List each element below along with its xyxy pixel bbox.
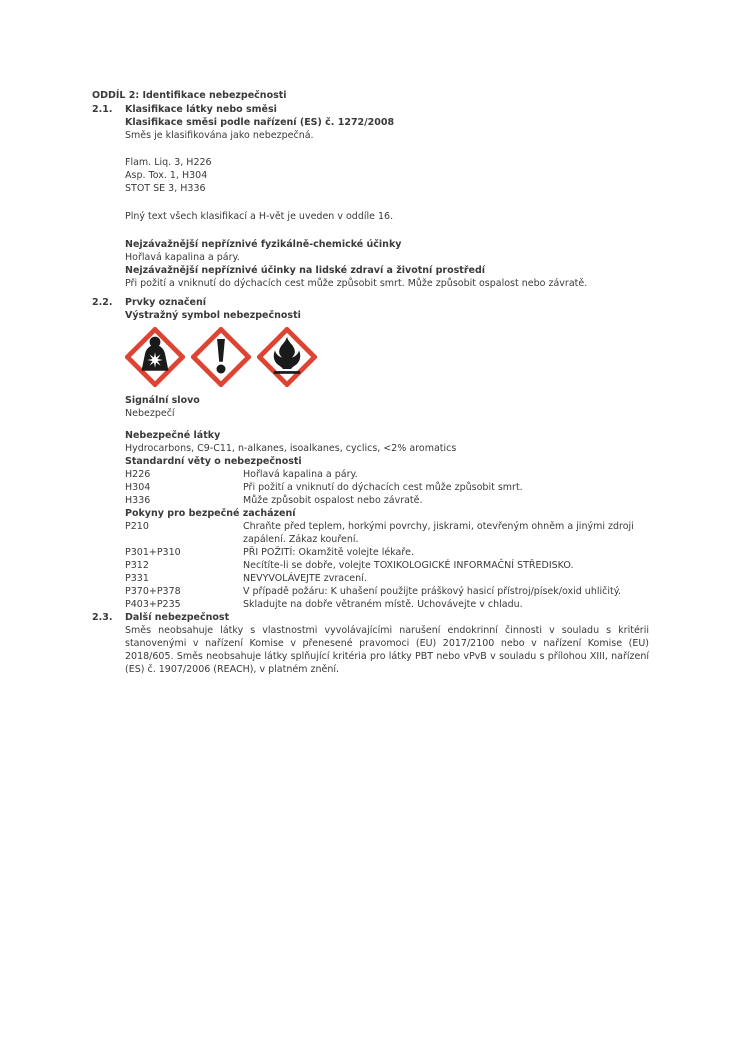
signal-word: Nebezpečí bbox=[125, 408, 175, 419]
section-2-2 bbox=[92, 296, 649, 611]
h-statement-row bbox=[125, 468, 649, 481]
h-statement-row bbox=[125, 481, 649, 494]
h-code: H226 bbox=[125, 469, 151, 480]
p-statement-row bbox=[125, 585, 649, 598]
section-2-3-heading: Další nebezpečnost bbox=[125, 612, 230, 623]
h-statements-heading: Standardní věty o nebezpečnosti bbox=[125, 456, 302, 467]
section-title: ODDÍL 2: Identifikace nebezpečnosti bbox=[92, 90, 287, 101]
ghs-pictogram-row bbox=[125, 327, 649, 387]
signal-word-heading: Signální slovo bbox=[125, 395, 200, 406]
p-code: P403+P235 bbox=[125, 599, 181, 610]
dangerous-substances-heading: Nebezpečné látky bbox=[125, 430, 221, 441]
section-2-content bbox=[92, 89, 649, 676]
section-2-2-heading: Prvky označení bbox=[125, 297, 206, 308]
health-effects-text: Při požití a vniknutí do dýchacích cest může způsobit smrt. Může způsobit ospalost nebo závratě. bbox=[125, 278, 588, 289]
p-text: Skladujte na dobře větraném místě. Uchovávejte v chladu. bbox=[243, 599, 523, 610]
p-text: Chraňte před teplem, horkými povrchy, jiskrami, otevřeným ohněm a jinými zdroji zapálení. Zákaz kouření. bbox=[243, 521, 634, 545]
p-statement-row bbox=[125, 572, 649, 585]
fulltext-note: Plný text všech klasifikací a H-vět je uveden v oddíle 16. bbox=[125, 211, 394, 222]
phys-effects-heading: Nejzávažnější nepříznivé fyzikálně-chemické účinky bbox=[125, 239, 402, 250]
section-2-1-number: 2.1. bbox=[92, 104, 113, 115]
health-effects-heading: Nejzávažnější nepříznivé účinky na lidské zdraví a životní prostředí bbox=[125, 265, 486, 276]
p-code: P312 bbox=[125, 560, 149, 571]
p-code: P210 bbox=[125, 521, 149, 532]
p-text: V případě požáru: K uhašení použijte práškový hasicí přístroj/písek/oxid uhličitý. bbox=[243, 586, 621, 597]
p-text: PŘI POŽITÍ: Okamžitě volejte lékaře. bbox=[243, 547, 414, 558]
ghs08-health-hazard-icon bbox=[125, 327, 185, 387]
p-code: P301+P310 bbox=[125, 547, 181, 558]
h-text: Při požití a vniknutí do dýchacích cest může způsobit smrt. bbox=[243, 482, 523, 493]
section-2-2-number: 2.2. bbox=[92, 297, 113, 308]
h-code: H304 bbox=[125, 482, 151, 493]
section-2-1 bbox=[92, 103, 649, 290]
p-text: NEVYVOLÁVEJTE zvracení. bbox=[243, 573, 367, 584]
dangerous-substances: Hydrocarbons, C9-C11, n-alkanes, isoalkanes, cyclics, <2% aromatics bbox=[125, 443, 457, 454]
pictogram-heading: Výstražný symbol nebezpečnosti bbox=[125, 310, 301, 321]
classification-item: Flam. Liq. 3, H226 bbox=[125, 157, 212, 168]
p-code: P370+P378 bbox=[125, 586, 181, 597]
h-code: H336 bbox=[125, 495, 151, 506]
p-code: P331 bbox=[125, 573, 149, 584]
ghs07-exclamation-icon bbox=[191, 327, 251, 387]
classification-item: STOT SE 3, H336 bbox=[125, 183, 206, 194]
p-statement-row bbox=[125, 546, 649, 559]
p-statement-row bbox=[125, 598, 649, 611]
classification-subheading: Klasifikace směsi podle nařízení (ES) č. 1272/2008 bbox=[125, 117, 395, 128]
h-text: Hořlavá kapalina a páry. bbox=[243, 469, 358, 480]
classified-text: Směs je klasifikována jako nebezpečná. bbox=[125, 130, 314, 141]
other-hazards-text: Směs neobsahuje látky s vlastnostmi vyvolávajícími narušení endokrinní činnosti v souladu s kritérii stanovenými v nařízení Komise v přenesené pravomoci (EU) 2017/2100 nebo v nařízení Komise (EU) 2018/605. Směs neobsahuje látky splňující kritéria pro látky PBT nebo vPvB v souladu s přílohou XIII, nařízení (ES) č. 1907/2006 (REACH), v platném znění. bbox=[125, 625, 649, 675]
p-statements-heading: Pokyny pro bezpečné zacházení bbox=[125, 508, 296, 519]
p-statement-row bbox=[125, 559, 649, 572]
ghs02-flame-icon bbox=[257, 327, 317, 387]
h-text: Může způsobit ospalost nebo závratě. bbox=[243, 495, 423, 506]
section-2-3 bbox=[92, 611, 649, 676]
section-2-1-heading: Klasifikace látky nebo směsi bbox=[125, 104, 277, 115]
phys-effects-text: Hořlavá kapalina a páry. bbox=[125, 252, 240, 263]
classification-item: Asp. Tox. 1, H304 bbox=[125, 170, 208, 181]
p-text: Necítíte-li se dobře, volejte TOXIKOLOGICKÉ INFORMAČNÍ STŘEDISKO. bbox=[243, 560, 574, 571]
section-2-3-number: 2.3. bbox=[92, 612, 113, 623]
h-statement-row bbox=[125, 494, 649, 507]
p-statement-row bbox=[125, 520, 649, 546]
